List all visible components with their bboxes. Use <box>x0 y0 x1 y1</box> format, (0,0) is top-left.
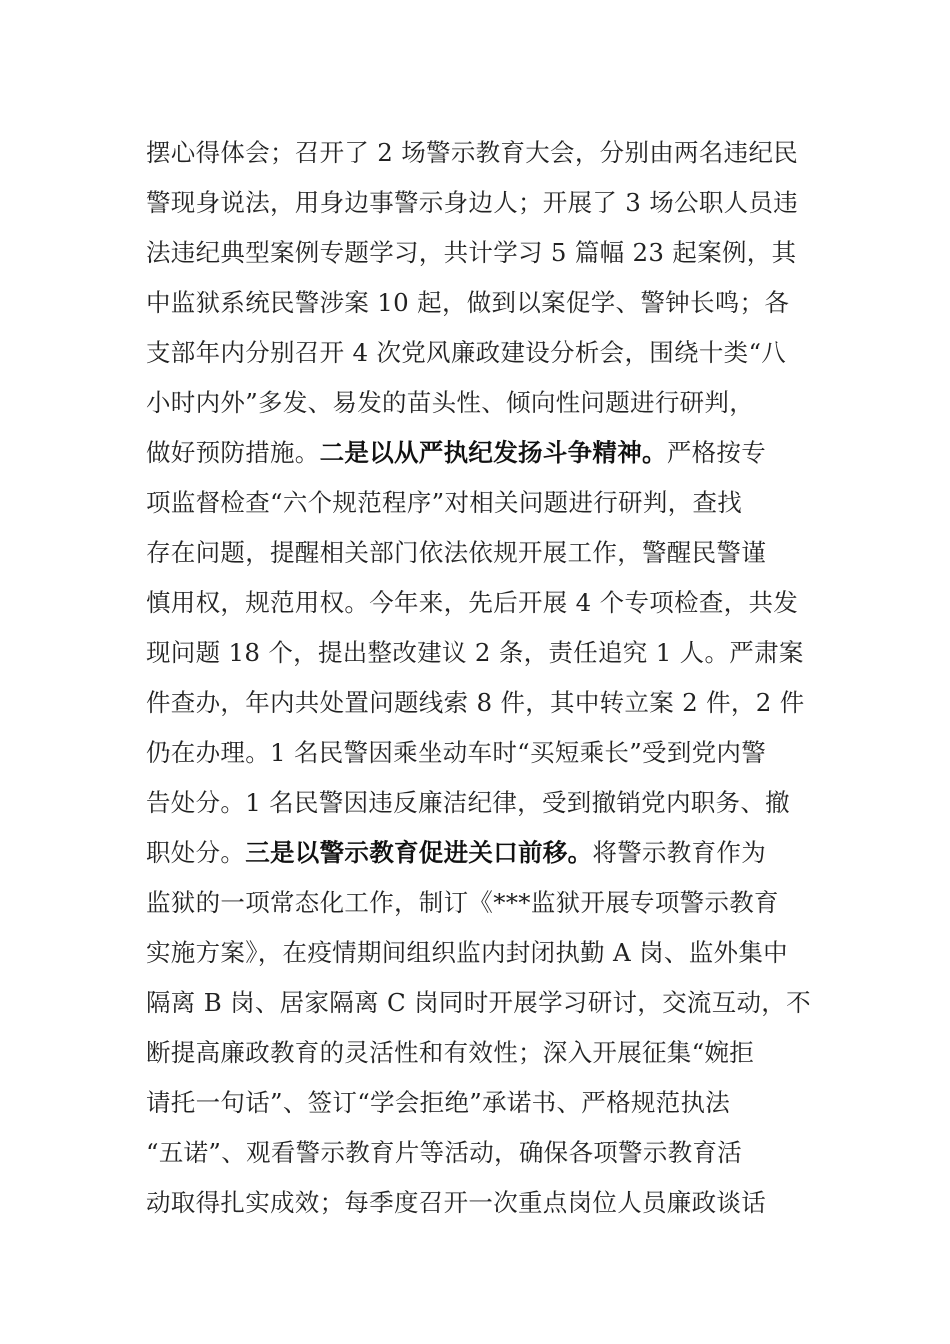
body-text-segment: 做好预防措施。 <box>146 438 320 467</box>
text-line <box>146 578 816 628</box>
body-text-segment: 摆心得体会；召开了 2 场警示教育大会，分别由两名违纪民 <box>146 138 799 167</box>
text-line <box>146 1128 816 1178</box>
text-line <box>146 128 816 178</box>
body-text-segment: 断提高廉政教育的灵活性和有效性；深入开展征集“婉拒 <box>146 1038 755 1067</box>
body-text-segment: 警现身说法，用身边事警示身边人；开展了 3 场公职人员违 <box>146 188 799 217</box>
text-line <box>146 378 816 428</box>
body-text-segment: 告处分。1 名民警因违反廉洁纪律，受到撤销党内职务、撤 <box>146 788 790 817</box>
body-text-segment: 仍在办理。1 名民警因乘坐动车时“买短乘长”受到党内警 <box>146 738 767 767</box>
text-line <box>146 528 816 578</box>
body-text-segment: 小时内外”多发、易发的苗头性、倾向性问题进行研判， <box>146 388 755 417</box>
text-line <box>146 978 816 1028</box>
text-line <box>146 828 816 878</box>
text-line <box>146 928 816 978</box>
text-line <box>146 1028 816 1078</box>
body-text-segment: 现问题 18 个，提出整改建议 2 条，责任追究 1 人。严肃案 <box>146 638 804 667</box>
body-text-segment: 隔离 B 岗、居家隔离 C 岗同时开展学习研讨，交流互动，不 <box>146 988 811 1017</box>
text-line <box>146 878 816 928</box>
body-text-segment: “五诺”、观看警示教育片等活动，确保各项警示教育活 <box>146 1138 743 1167</box>
text-line <box>146 1078 816 1128</box>
body-text-segment: 件查办，年内共处置问题线索 8 件，其中转立案 2 件，2 件 <box>146 688 805 717</box>
text-line <box>146 628 816 678</box>
bold-heading-text: 二是以从严执纪发扬斗争精神。 <box>319 438 667 467</box>
text-line <box>146 278 816 328</box>
text-line <box>146 178 816 228</box>
body-text-segment: 职处分。 <box>146 838 246 867</box>
text-line <box>146 1178 816 1228</box>
body-text-segment: 法违纪典型案例专题学习，共计学习 5 篇幅 23 起案例，其 <box>146 238 797 267</box>
body-text-segment: 支部年内分别召开 4 次党风廉政建设分析会，围绕十类“八 <box>146 338 787 367</box>
text-line <box>146 328 816 378</box>
body-text-segment: 将警示教育作为 <box>592 838 767 867</box>
body-text-segment: 项监督检查“六个规范程序”对相关问题进行研判，查找 <box>146 488 743 517</box>
text-line <box>146 728 816 778</box>
text-line <box>146 678 816 728</box>
body-text-segment: 请托一句话”、签订“学会拒绝”承诺书、严格规范执法 <box>146 1088 731 1117</box>
body-text <box>146 128 816 1228</box>
body-text-segment: 慎用权，规范用权。今年来，先后开展 4 个专项检查，共发 <box>146 588 799 617</box>
text-line <box>146 228 816 278</box>
body-text-segment: 严格按专 <box>666 438 767 467</box>
text-line <box>146 478 816 528</box>
text-line <box>146 428 816 478</box>
body-text-segment: 动取得扎实成效；每季度召开一次重点岗位人员廉政谈话 <box>146 1188 766 1217</box>
bold-heading-text: 三是以警示教育促进关口前移。 <box>245 838 593 867</box>
text-line <box>146 778 816 828</box>
body-text-segment: 监狱的一项常态化工作，制订《***监狱开展专项警示教育 <box>146 888 779 917</box>
body-text-segment: 存在问题，提醒相关部门依法依规开展工作，警醒民警谨 <box>146 538 766 567</box>
body-text-segment: 中监狱系统民警涉案 10 起，做到以案促学、警钟长鸣；各 <box>146 288 790 317</box>
body-text-segment: 实施方案》，在疫情期间组织监内封闭执勤 A 岗、监外集中 <box>146 938 788 967</box>
